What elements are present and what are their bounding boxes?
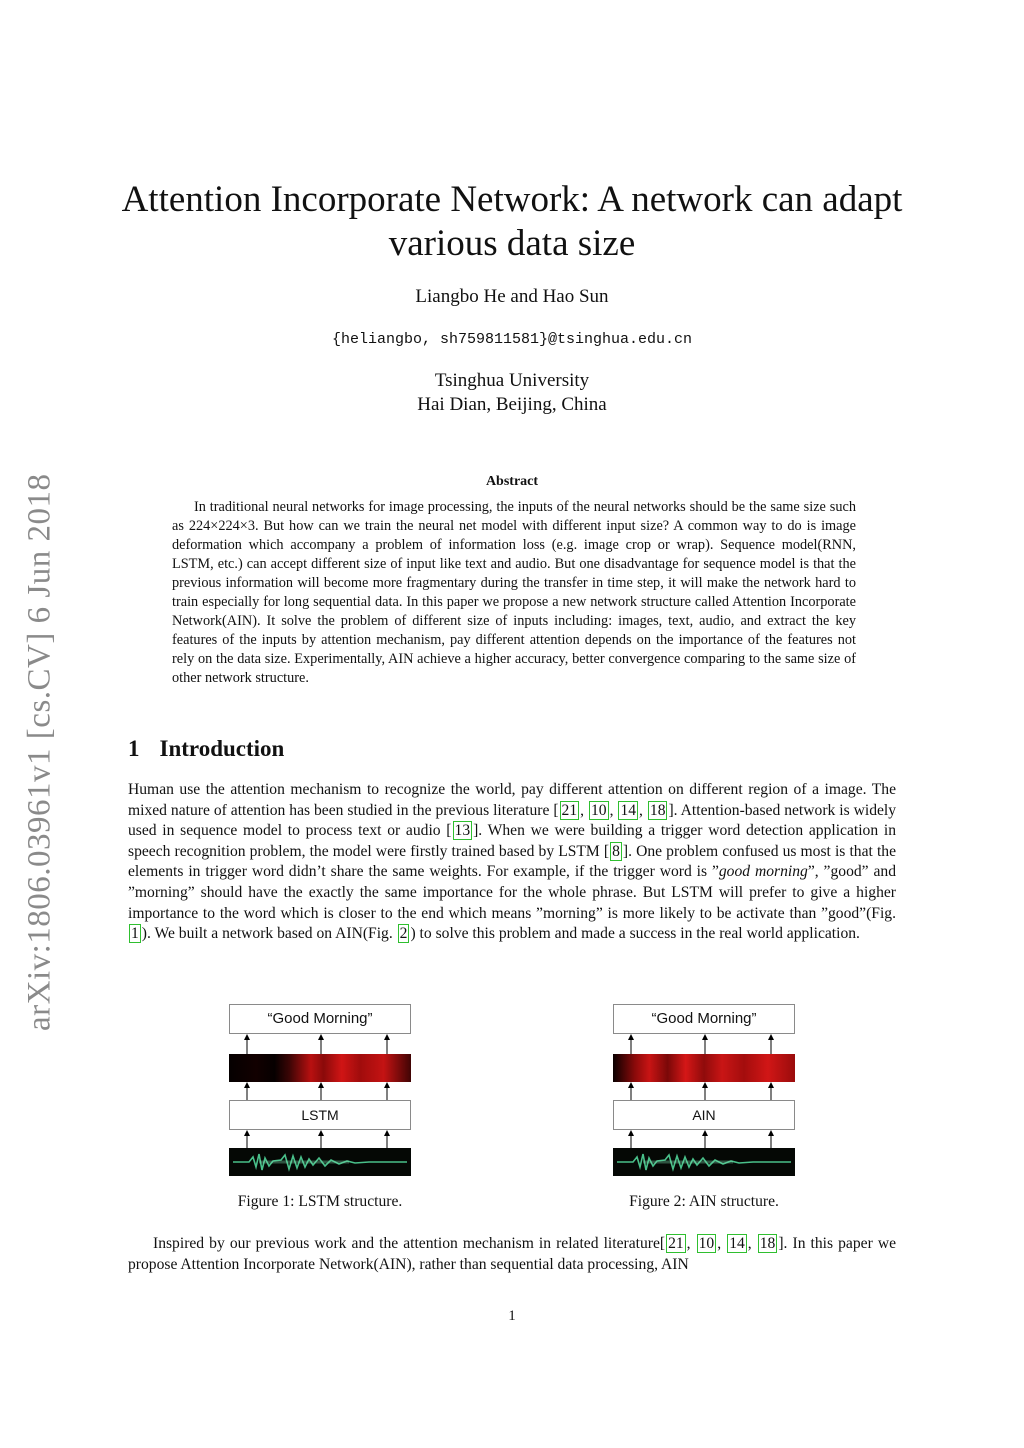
figure-ref-link[interactable]: 1 — [131, 925, 139, 943]
output-label-box: “Good Morning” — [613, 1004, 795, 1034]
text-run: ]. In this paper we propose Attention Incorporate Network(AIN), rather than sequential data processing, AIN — [128, 1235, 897, 1273]
citation-link[interactable]: 18 — [649, 801, 666, 819]
citation-link[interactable]: 13 — [454, 822, 471, 840]
figure-2-caption: Figure 2: AIN structure. — [629, 1193, 779, 1210]
text-run: ). We built a network based on AIN(Fig. — [141, 925, 397, 943]
citation-link[interactable]: 14 — [620, 801, 637, 819]
citation-link[interactable]: 18 — [759, 1235, 776, 1252]
citation-link[interactable]: 10 — [698, 1235, 715, 1252]
abstract-text: In traditional neural networks for image processing, the inputs of the neural networks should be the same size such as 224×224×3. But how can we train the neural net model with different input size? A common way to do is image deformation which accompany a problem of information loss (e.g. image crop or wrap). Sequence model(RNN, LSTM, etc.) can accept different size of input like text and audio. But one disadvantage for sequence model is that the previous information will become more fragmentary during the transfer in time step, it will make the network hard to train especially for long sequential data. In this paper we propose a new network structure called Attention Incorporate Network(AIN). It solve the problem of different size of inputs including: images, text, audio, and extract the key features of the inputs by attention mechanism, pay different attention depends on the importance of the features not rely on the data size. Experimentally, AIN achieve a higher accuracy, better convergence comparing to the same size of other network structure. — [172, 499, 856, 686]
abstract-heading: Abstract — [485, 474, 539, 489]
intro-paragraph-2: Inspired by our previous work and the attention mechanism in related literature[ 21 , 10 , 14 , 18 ]. In this paper we propose Attention Incorporate Network(AIN), rather than sequential data processing, AIN — [128, 1235, 897, 1273]
affiliation — [0, 369, 1024, 417]
text-run: ]. Attention-based network is widely used in sequence model to process text or audio [ — [128, 801, 897, 840]
model-label-box: AIN — [613, 1100, 795, 1130]
text-run: Human use the attention mechanism to recognize the world, pay different attention on different region of a image. The mixed nature of attention has been studied in the previous literature [ — [128, 781, 896, 819]
citation-link[interactable]: 14 — [729, 1235, 745, 1252]
text-run: Inspired by our previous work and the attention mechanism in related literature[ — [153, 1235, 666, 1252]
citation-link[interactable]: 8 — [612, 842, 620, 860]
section-title: Introduction — [159, 736, 285, 761]
intro-paragraph-1: Human use the attention mechanism to recognize the world, pay different attention on different region of a image. The mixed nature of attention has been studied in the previous literature [ 21 , 10 , 14 , 18 ]. Attention-based network is widely used in sequence model to process text or audio [ 13 ]. When we were building a trigger word detection application in speech recognition problem, the model were firstly trained based by LSTM [ 8 ]. One problem confused us most is that the elements in trigger word didn’t share the same weights. For example, if the trigger word is ”good morning”, ”good” and ”morning” should have the exactly the same importance for the whole phrase. But LSTM will prefer to give a higher importance to the word which is closer to the end which means ”morning” is more likely to be activate than ”good”(Fig. 1 ). We built a network based on AIN(Fig. 2 ) to solve this problem and made a success in the real world application. — [128, 781, 897, 943]
model-label-box: LSTM — [229, 1100, 411, 1130]
figure-1-caption: Figure 1: LSTM structure. — [237, 1193, 403, 1210]
text-run: ”, ”good” and ”morning” should have the exactly the same importance for the whole phrase. But LSTM will prefer to give a higher importance to the word which is closer to the end which means ”morning” is more likely to be activate than ”good”(Fig. — [128, 863, 896, 922]
figure-ref-link[interactable]: 2 — [399, 925, 408, 943]
affiliation-line-1: Tsinghua University — [434, 370, 590, 391]
citation-link[interactable]: 21 — [561, 801, 578, 819]
text-run: ]. When we were building a trigger word detection application in speech recognition problem, the model were firstly trained based by LSTM [ — [128, 822, 896, 860]
section-number: 1 — [128, 736, 140, 761]
paper-title: Attention Incorporate Network: A network can adapt various data size — [121, 179, 903, 264]
output-label-box: “Good Morning” — [229, 1004, 411, 1034]
section-heading-introduction — [128, 736, 284, 762]
text-run: ) to solve this problem and made a success in the real world application. — [410, 925, 860, 943]
citation-link[interactable]: 10 — [590, 801, 607, 819]
affiliation-line-2: Hai Dian, Beijing, China — [417, 394, 607, 415]
italic-phrase: good morning — [718, 863, 808, 881]
figure-1-lstm — [227, 1004, 413, 1176]
citation-link[interactable]: 21 — [668, 1235, 684, 1252]
arxiv-identifier: arXiv:1806.03961v1 [cs.CV] 6 Jun 2018 — [21, 473, 58, 1031]
figure-2-ain — [611, 1004, 797, 1176]
author-email: {heliangbo, sh759811581}@tsinghua.edu.cn — [331, 331, 693, 348]
text-run: ]. One problem confused us most is that the elements in trigger word didn’t share the same weights. For example, if the trigger word is ” — [128, 842, 896, 881]
attention-heatmap-lstm — [229, 1054, 411, 1082]
attention-heatmap-ain — [613, 1054, 795, 1082]
audio-waveform — [613, 1148, 795, 1176]
audio-waveform — [229, 1148, 411, 1176]
page-number: 1 — [508, 1308, 516, 1324]
authors: Liangbo He and Hao Sun — [415, 286, 609, 307]
